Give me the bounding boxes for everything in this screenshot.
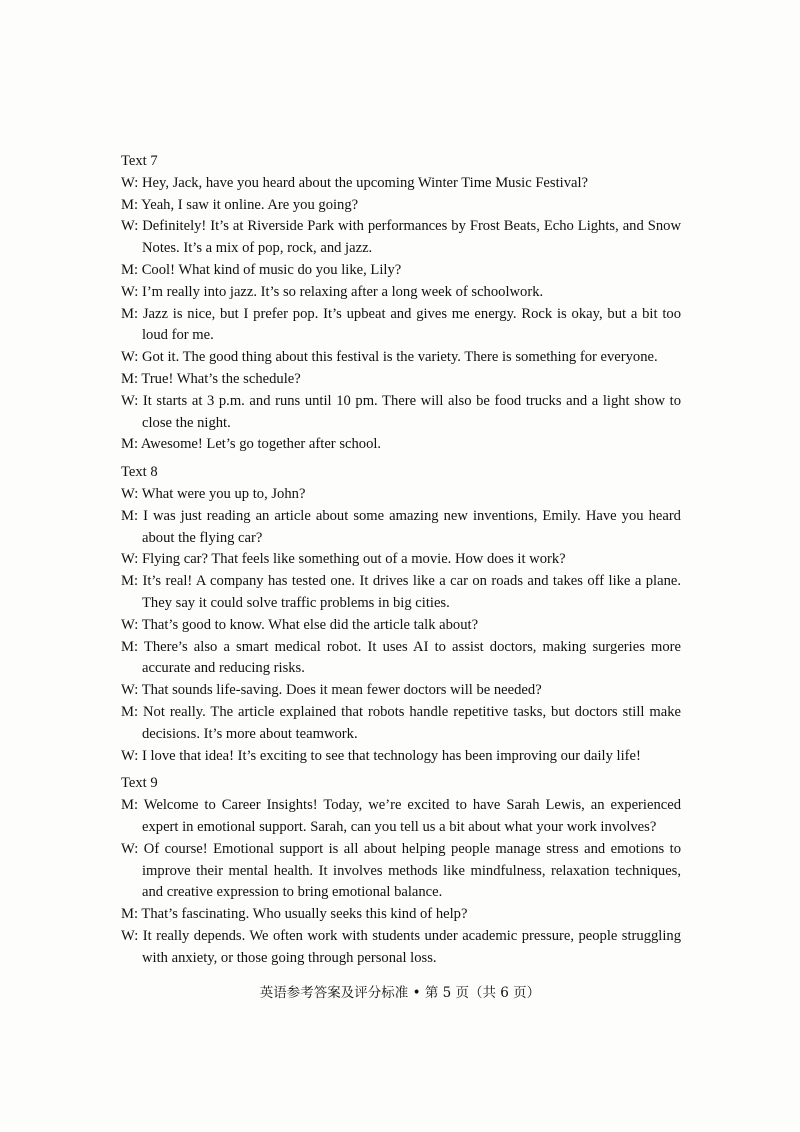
dialogue-line — [121, 904, 681, 926]
dialogue-text: I’m really into jazz. It’s so relaxing after a long week of schoolwork. — [141, 283, 544, 300]
speaker-label: W: — [121, 747, 139, 764]
section-title: Text 7 — [121, 153, 158, 169]
speaker-label: M: — [121, 196, 139, 213]
dialogue-line — [121, 746, 681, 768]
dialogue-line — [121, 304, 681, 348]
dialogue-text: That’s good to know. What else did the article talk about? — [141, 616, 479, 633]
speaker-label: W: — [121, 283, 139, 300]
page-footer: 英语参考答案及评分标准 • 第 5 页（共 6 页） — [259, 985, 541, 1001]
speaker-label: M: — [121, 305, 139, 322]
section-text-7 — [121, 151, 681, 456]
transcript-content — [121, 151, 681, 969]
dialogue-text: Awesome! Let’s go together after school. — [140, 436, 382, 453]
speaker-label: W: — [121, 485, 139, 502]
speaker-label: W: — [121, 174, 139, 191]
speaker-label: W: — [121, 551, 139, 568]
dialogue-text: Jazz is nice, but I prefer pop. It’s upbeat and gives me energy. Rock is okay, but a bit too loud for me. — [142, 305, 681, 344]
dialogue-line — [121, 926, 681, 970]
speaker-label: W: — [121, 840, 139, 857]
dialogue-line — [121, 680, 681, 702]
speaker-label: M: — [121, 797, 139, 814]
dialogue-text: What were you up to, John? — [141, 485, 306, 502]
dialogue-line — [121, 615, 681, 637]
dialogue-text: It starts at 3 p.m. and runs until 10 pm. There will also be food trucks and a light show to close the night. — [142, 392, 681, 431]
dialogue-line — [121, 795, 681, 839]
dialogue-text: Welcome to Career Insights! Today, we’re excited to have Sarah Lewis, an experienced expert in emotional support. Sarah, can you tell us a bit about what your work involves? — [142, 797, 682, 835]
speaker-label: M: — [121, 507, 139, 524]
dialogue-line — [121, 173, 681, 195]
dialogue-line — [121, 484, 681, 506]
dialogue-text: There’s also a smart medical robot. It uses AI to assist doctors, making surgeries more accurate and reducing risks. — [142, 638, 681, 677]
speaker-label: W: — [121, 682, 139, 699]
speaker-label: W: — [121, 616, 139, 633]
section-title: Text 9 — [121, 775, 158, 792]
speaker-label: M: — [121, 573, 139, 590]
speaker-label: M: — [121, 703, 139, 720]
speaker-label: M: — [121, 261, 139, 278]
dialogue-text: True! What’s the schedule? — [141, 370, 301, 387]
speaker-label: M: — [121, 906, 139, 923]
dialogue-text: Of course! Emotional support is all about helping people manage stress and emotions to improve their mental health. It involves methods like mindfulness, relaxation techniques, and creative expression to bring emotional balance. — [142, 840, 681, 901]
dialogue-text: That sounds life-saving. Does it mean fewer doctors will be needed? — [141, 682, 542, 699]
dialogue-line — [121, 506, 681, 550]
section-text-8 — [121, 462, 681, 767]
dialogue-text: That’s fascinating. Who usually seeks this kind of help? — [141, 906, 468, 923]
speaker-label: W: — [121, 927, 139, 944]
dialogue-text: It really depends. We often work with students under academic pressure, people struggling with anxiety, or those going through personal loss. — [142, 927, 681, 966]
speaker-label: M: — [121, 638, 139, 655]
dialogue-text: Yeah, I saw it online. Are you going? — [141, 196, 359, 213]
dialogue-text: I love that idea! It’s exciting to see that technology has been improving our daily life! — [141, 747, 641, 764]
speaker-label: W: — [121, 349, 139, 366]
dialogue-text: Not really. The article explained that robots handle repetitive tasks, but doctors still make decisions. It’s more about teamwork. — [142, 703, 681, 742]
dialogue-line — [121, 637, 681, 681]
dialogue-text: Cool! What kind of music do you like, Lily? — [141, 261, 402, 278]
dialogue-line — [121, 260, 681, 282]
dialogue-line — [121, 571, 681, 615]
dialogue-text: Definitely! It’s at Riverside Park with performances by Frost Beats, Echo Lights, and Snow Notes. It’s a mix of pop, rock, and jazz. — [142, 218, 681, 257]
dialogue-line — [121, 282, 681, 304]
dialogue-text: I was just reading an article about some amazing new inventions, Emily. Have you heard about the flying car? — [142, 507, 681, 546]
speaker-label: W: — [121, 392, 139, 409]
dialogue-line — [121, 839, 681, 904]
speaker-label: W: — [121, 218, 139, 235]
dialogue-text: It’s real! A company has tested one. It drives like a car on roads and takes off like a plane. They say it could solve traffic problems in big cities. — [142, 573, 681, 611]
speaker-label: M: — [121, 370, 139, 387]
dialogue-line — [121, 369, 681, 391]
dialogue-line — [121, 702, 681, 746]
dialogue-line — [121, 347, 681, 369]
dialogue-text: Got it. The good thing about this festival is the variety. There is something for everyone. — [141, 349, 658, 366]
dialogue-line — [121, 195, 681, 217]
dialogue-line — [121, 391, 681, 435]
section-text-9 — [121, 773, 681, 969]
dialogue-line — [121, 434, 681, 456]
dialogue-text: Hey, Jack, have you heard about the upcoming Winter Time Music Festival? — [141, 174, 589, 191]
speaker-label: M: — [121, 436, 139, 453]
dialogue-text: Flying car? That feels like something out of a movie. How does it work? — [141, 551, 566, 568]
section-title: Text 8 — [121, 464, 158, 481]
dialogue-line — [121, 549, 681, 571]
dialogue-line — [121, 216, 681, 260]
